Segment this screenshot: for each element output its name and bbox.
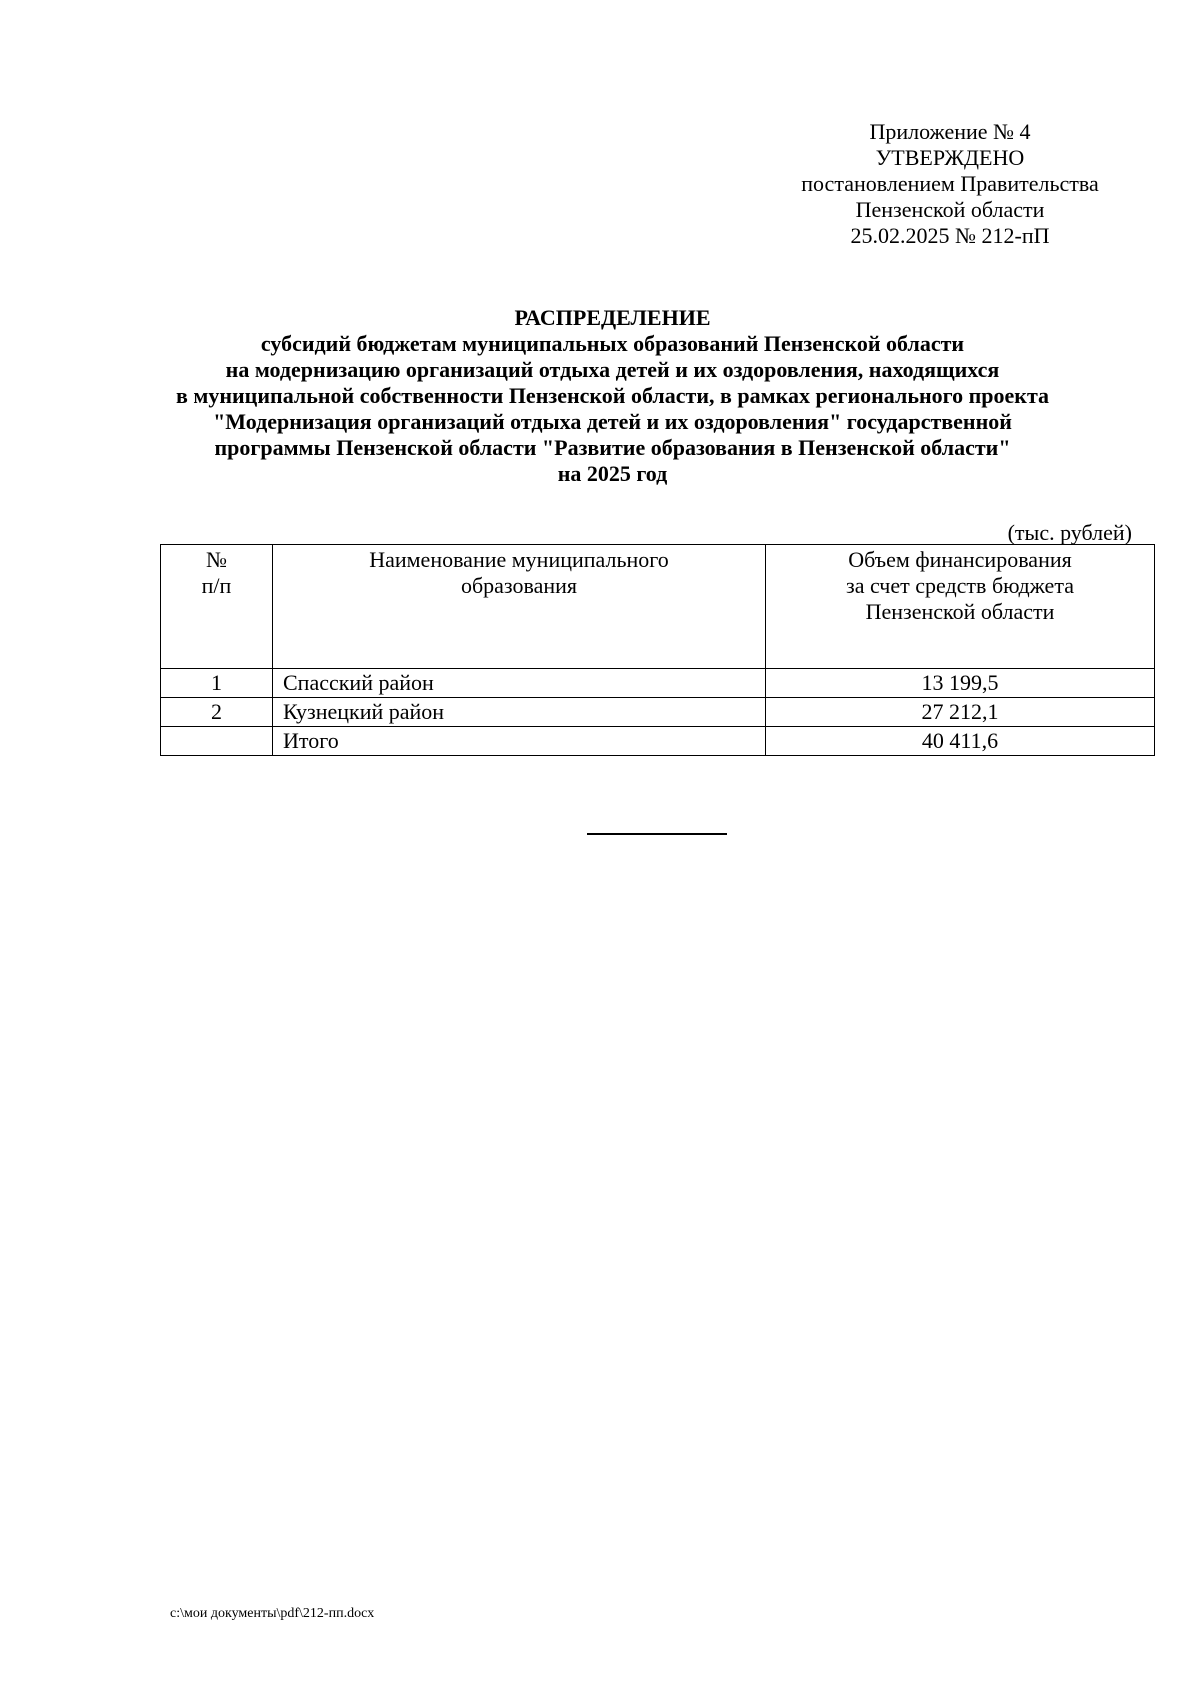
table-row — [161, 698, 1155, 727]
header-number-line: № — [206, 547, 227, 572]
header-municipality — [273, 545, 766, 669]
approval-region: Пензенской области — [855, 197, 1045, 222]
row-funding: 27 212,1 — [766, 698, 1155, 727]
title-line: в муниципальной собственности Пензенской области, в рамках регионального проекта — [175, 383, 1050, 408]
row-number: 1 — [161, 669, 273, 698]
header-number — [161, 545, 273, 669]
footer-file-path: c:\мои документы\pdf\212-пп.docx — [170, 1606, 375, 1621]
distribution-table — [160, 544, 1155, 756]
row-funding: 13 199,5 — [766, 669, 1155, 698]
row-municipality: Итого — [273, 727, 766, 756]
approval-authority: постановлением Правительства — [801, 171, 1099, 196]
approval-block — [790, 119, 1110, 249]
appendix-number: Приложение № 4 — [869, 119, 1031, 144]
header-funding — [766, 545, 1155, 669]
title-heading: РАСПРЕДЕЛЕНИЕ — [514, 305, 711, 330]
document-title — [150, 305, 1075, 487]
table-row — [161, 669, 1155, 698]
row-funding: 40 411,6 — [766, 727, 1155, 756]
approved-stamp: УТВЕРЖДЕНО — [875, 145, 1025, 170]
header-municipality-line: образования — [460, 573, 578, 598]
header-funding-line: Объем финансирования — [848, 547, 1072, 572]
title-line: субсидий бюджетам муниципальных образований Пензенской области — [260, 331, 965, 356]
table-header-row — [161, 545, 1155, 669]
header-funding-line: Пензенской области — [865, 599, 1055, 624]
row-number: 2 — [161, 698, 273, 727]
end-separator-line — [587, 833, 727, 835]
header-funding-line: за счет средств бюджета — [846, 573, 1074, 598]
header-municipality-line: Наименование муниципального — [369, 547, 669, 572]
title-line: "Модернизация организаций отдыха детей и их оздоровления" государственной — [213, 409, 1012, 434]
row-number — [161, 727, 273, 756]
row-municipality: Кузнецкий район — [273, 698, 766, 727]
title-line: на 2025 год — [557, 461, 668, 486]
title-line: программы Пензенской области "Развитие образования в Пензенской области" — [214, 435, 1011, 460]
row-municipality: Спасский район — [273, 669, 766, 698]
table-total-row — [161, 727, 1155, 756]
units-label: (тыс. рублей) — [1007, 520, 1132, 545]
header-number-line: п/п — [201, 573, 232, 598]
title-line: на модернизацию организаций отдыха детей и их оздоровления, находящихся — [225, 357, 1000, 382]
approval-date-number: 25.02.2025 № 212-пП — [850, 223, 1050, 248]
